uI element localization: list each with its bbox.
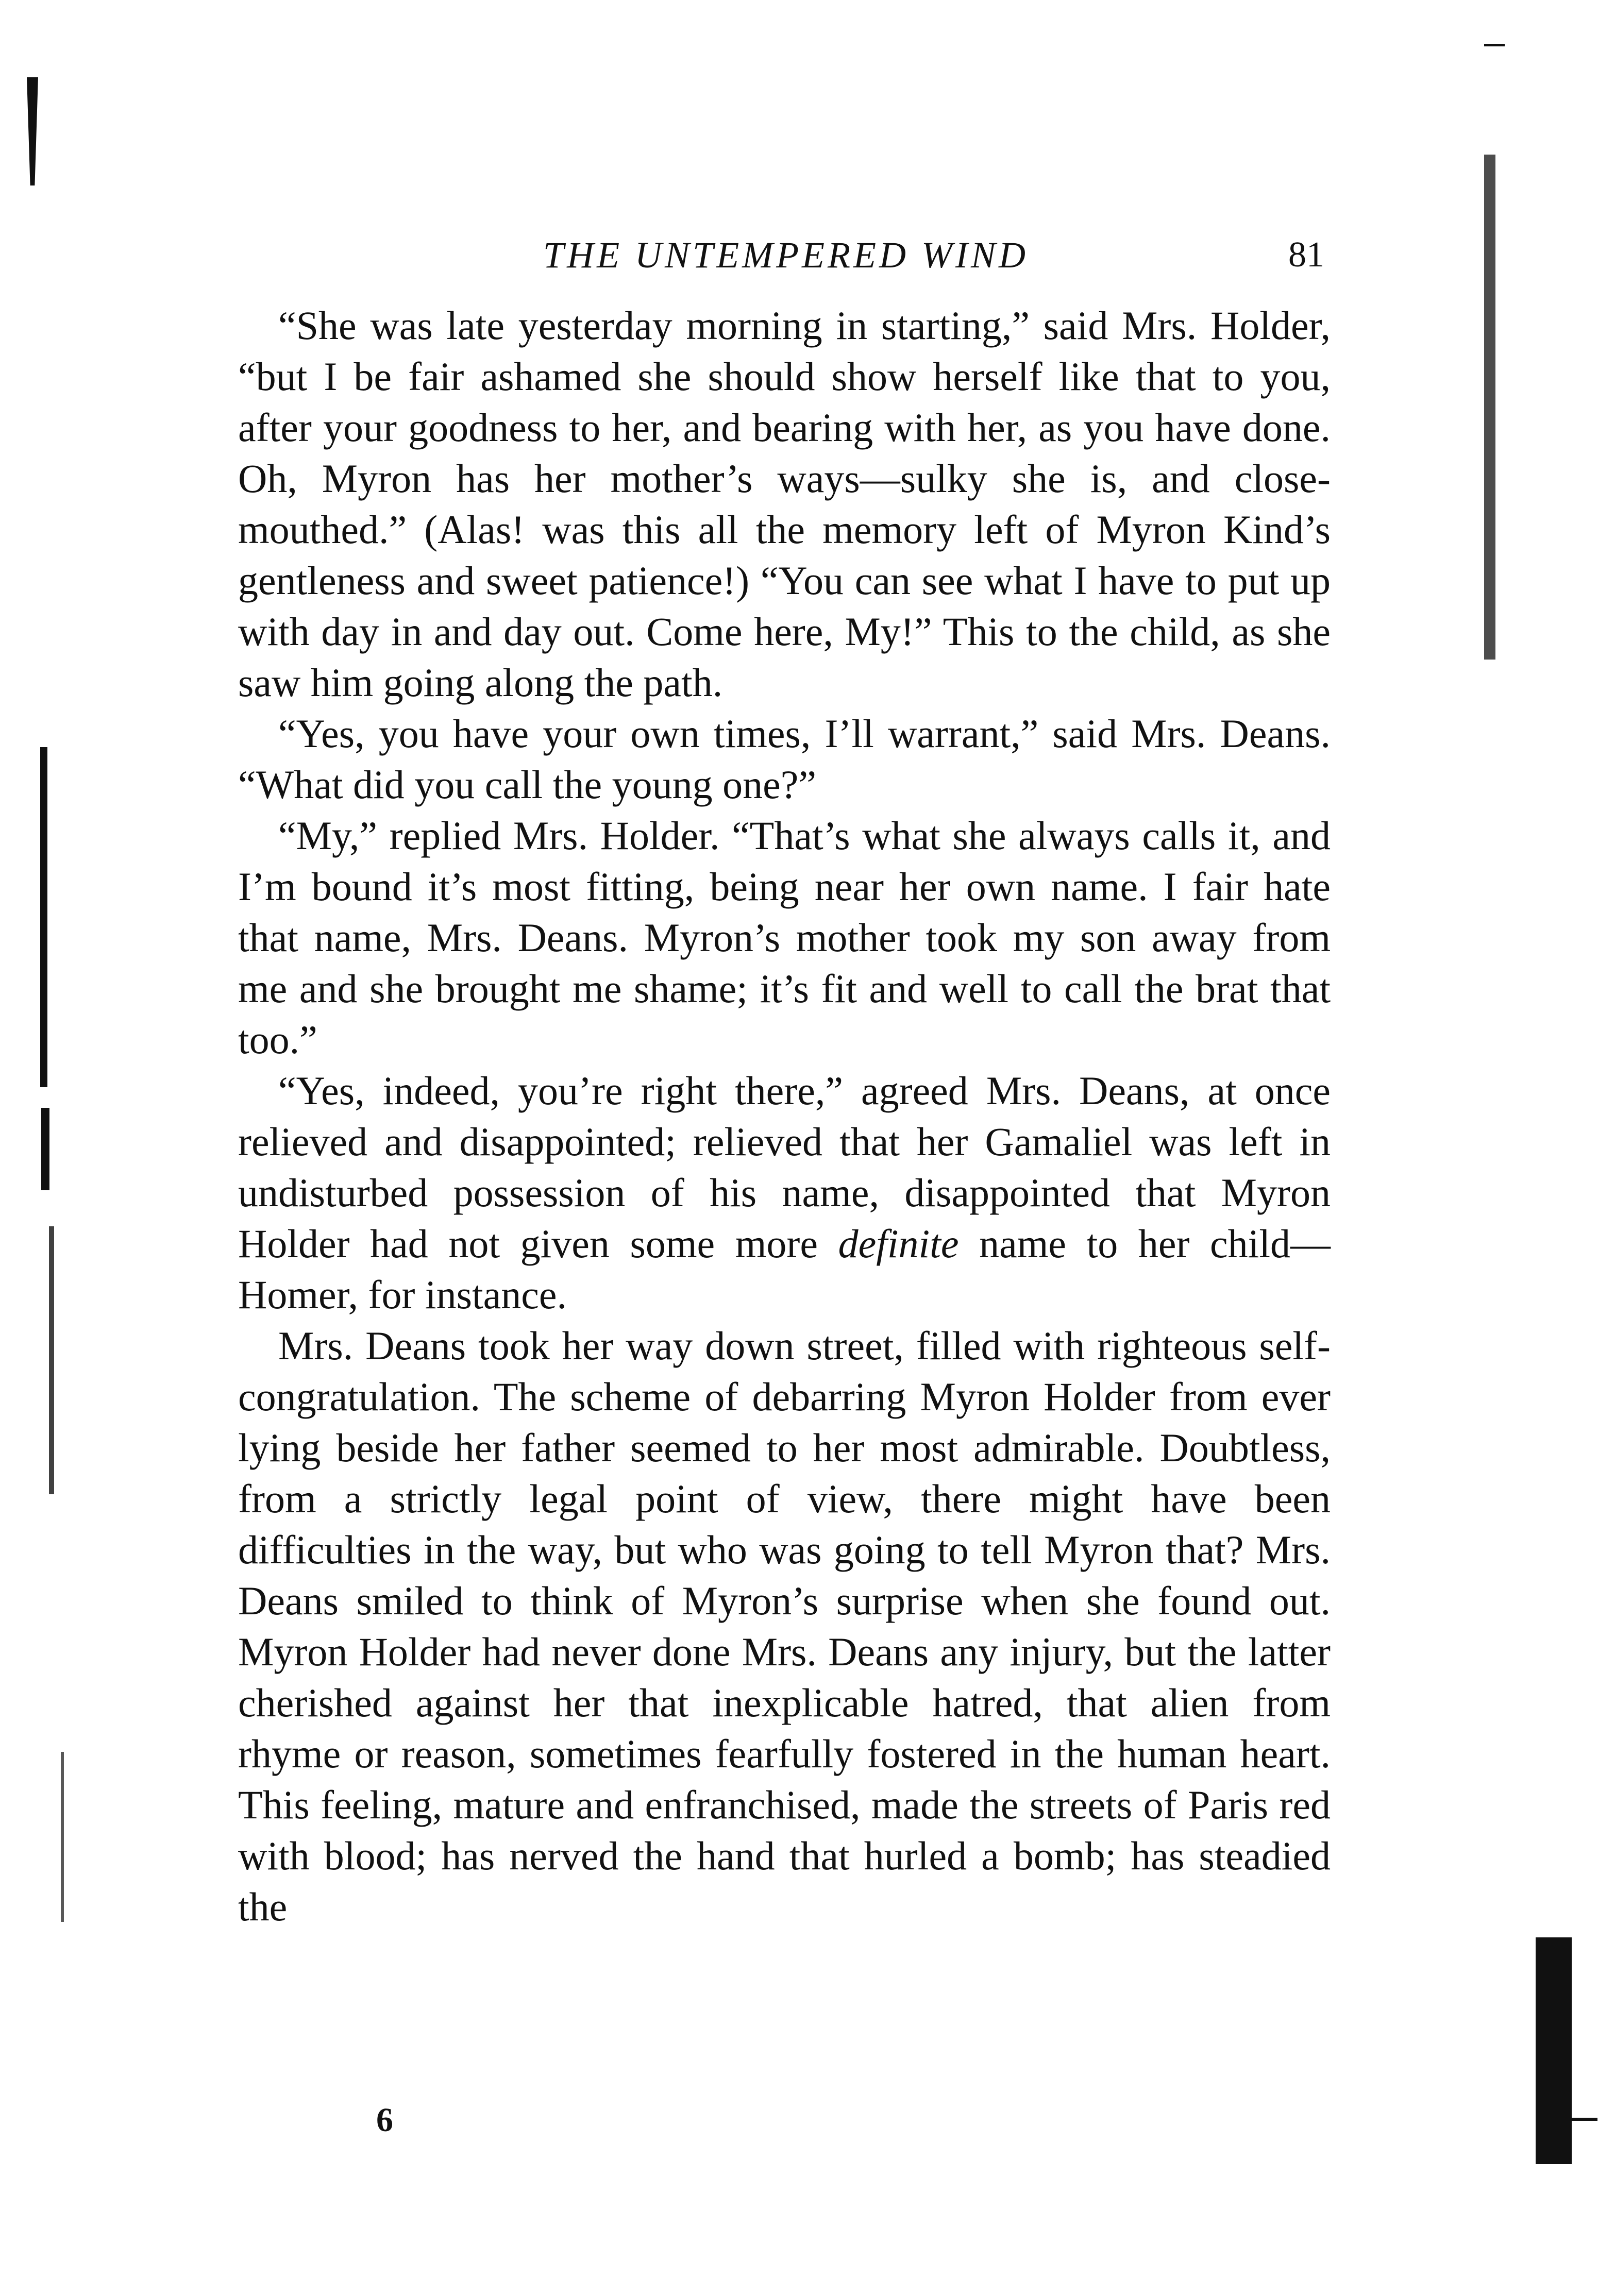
scan-artifact-left-mid [41,1108,49,1190]
signature-mark: 6 [376,2101,393,2139]
scan-artifact-left-bar [40,747,47,1087]
paragraph-text: “Yes, you have your own times, I’ll warrant,” said Mrs. Deans. “What did you call the young one?” [238,711,1331,807]
scan-artifact-left-bottom [61,1752,64,1922]
paragraph-text: “My,” replied Mrs. Holder. “That’s what she always calls it, and I’m bound it’s most fitting, being near her own name. I fair hate that name, Mrs. Deans. Myron’s mother took my son away from me and she brought me shame; it’s fit and well to call the brat that too.” [238,813,1331,1062]
paragraph-emphasis: definite [838,1221,959,1266]
scan-artifact-right-edge [1484,155,1495,660]
paragraph [238,300,1331,708]
scan-artifact-right-tick [1572,2118,1597,2121]
scan-artifact-left-lower [49,1226,54,1494]
paragraph [238,708,1331,810]
scan-artifact-right-dash [1484,44,1505,46]
running-head [242,227,1330,283]
paragraph [238,1065,1331,1320]
paragraph-text-after: name to her child—Homer, for instance. [238,1221,1331,1317]
paragraph-text: Mrs. Deans took her way down street, filled with righteous self-congratulation. The scheme of debarring Myron Holder from ever lying beside her father seemed to her most admirable. Doubtless, from a strictly legal point of view, there might have been difficulties in the way, but who was going to tell Myron that? Mrs. Deans smiled to think of Myron’s surprise when she found out. Myron Holder had never done Mrs. Deans any injury, but the latter cherished against her that inexplicable hatred, that alien from rhyme or reason, sometimes fearfully fostered in the human heart. This feeling, mature and enfranchised, made the streets of Paris red with blood; has nerved the hand that hurled a bomb; has steadied the [238,1323,1331,1929]
paragraph-text: “She was late yesterday morning in starting,” said Mrs. Holder, “but I be fair ashamed she should show herself like that to you, after your goodness to her, and bearing with her, as you have done. Oh, Myron has her mother’s ways—sulky she is, and close-mouthed.” (Alas! was this all the memory left of Myron Kind’s gentleness and sweet patience!) “You can see what I have to put up with day in and day out. Come here, My!” This to the child, as she saw him going along the path. [238,303,1331,705]
page-number: 81 [1288,235,1324,275]
scan-artifact-left-top [27,77,38,185]
paragraph-text: “Yes, indeed, you’re right there,” agreed Mrs. Deans, at once relieved and disappointed; relieved that her Gamaliel was left in undisturbed possession of his name, disappointed that Myron Holder had not given some more [238,1068,1331,1266]
paragraph [238,810,1331,1065]
body-text [238,300,1331,1932]
scan-artifact-right-block [1536,1937,1572,2164]
running-title: THE UNTEMPERED WIND [543,234,1029,276]
paragraph [238,1320,1331,1932]
